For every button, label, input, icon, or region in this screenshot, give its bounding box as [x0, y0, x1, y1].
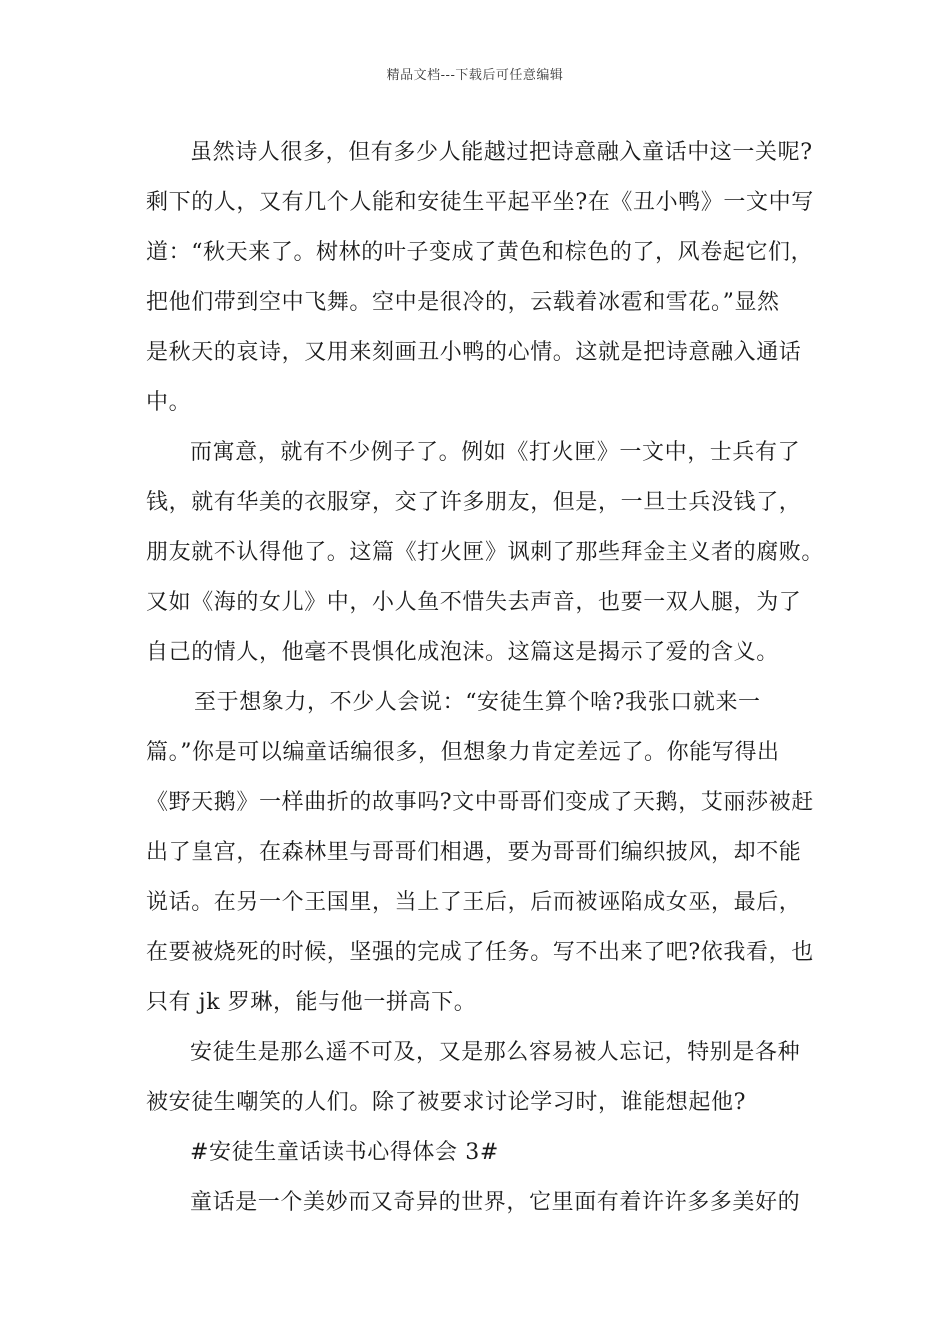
text-line: 把他们带到空中飞舞。空中是很冷的，云载着冰雹和雪花。”显然 — [146, 290, 780, 315]
text-line: 只有 jk 罗琳，能与他一拼高下。 — [146, 990, 477, 1015]
text-line: 童话是一个美妙而又奇异的世界，它里面有着许许多多美好的 — [190, 1190, 801, 1215]
text-line: 自己的情人，他毫不畏惧化成泡沫。这篇这是揭示了爱的含义。 — [146, 640, 779, 665]
text-line: #安徒生童话读书心得体会 3# — [190, 1140, 499, 1165]
text-line: 说话。在另一个王国里，当上了王后，后而被诬陷成女巫，最后， — [146, 890, 802, 915]
page-header: 精品文档---下载后可任意编辑 — [386, 68, 564, 83]
text-line: 安徒生是那么遥不可及，又是那么容易被人忘记，特别是各种 — [190, 1040, 801, 1065]
text-line: 而寓意，就有不少例子了。例如《打火匣》一文中，士兵有了 — [190, 440, 801, 465]
text-line: 剩下的人，又有几个人能和安徒生平起平坐?在《丑小鸭》一文中写 — [146, 190, 814, 215]
text-line: 虽然诗人很多，但有多少人能越过把诗意融入童话中这一关呢? — [190, 140, 813, 165]
text-line: 道：“秋天来了。树林的叶子变成了黄色和棕色的了，风卷起它们， — [146, 240, 814, 265]
text-line: 被安徒生嘲笑的人们。除了被要求讨论学习时，谁能想起他? — [146, 1090, 746, 1115]
text-line: 朋友就不认得他了。这篇《打火匣》讽刺了那些拜金主义者的腐败。 — [146, 540, 825, 565]
text-line: 在要被烧死的时候，坚强的完成了任务。写不出来了吧?依我看，也 — [146, 940, 814, 965]
text-line: 篇。”你是可以编童话编很多，但想象力肯定差远了。你能写得出 — [146, 740, 780, 765]
text-line: 至于想象力，不少人会说：“安徒生算个啥?我张口就来一 — [194, 690, 761, 715]
text-line: 中。 — [146, 390, 192, 415]
text-line: 是秋天的哀诗，又用来刻画丑小鸭的心情。这就是把诗意融入通话 — [146, 340, 802, 365]
text-line: 钱，就有华美的衣服穿，交了许多朋友，但是，一旦士兵没钱了， — [146, 490, 802, 515]
text-line: 又如《海的女儿》中，小人鱼不惜失去声音，也要一双人腿，为了 — [146, 590, 802, 615]
text-line: 出了皇宫，在森林里与哥哥们相遇，要为哥哥们编织披风，却不能 — [146, 840, 802, 865]
document-body — [146, 128, 836, 1228]
text-line: 《野天鹅》一样曲折的故事吗?文中哥哥们变成了天鹅，艾丽莎被赶 — [146, 790, 814, 815]
